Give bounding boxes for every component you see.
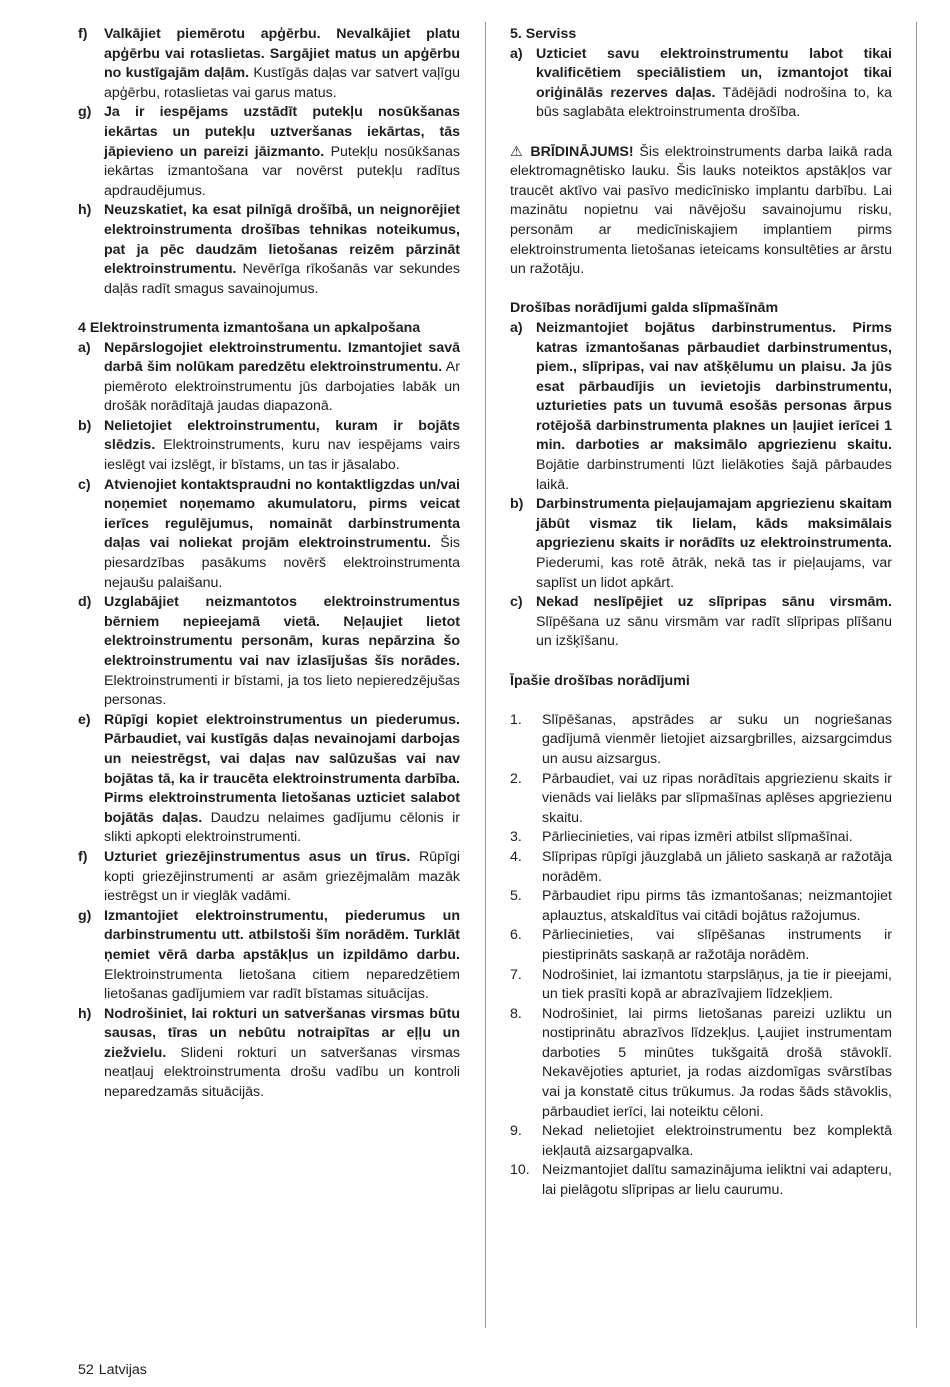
list-section-4 bbox=[78, 339, 460, 1103]
list-item: 3. Pārliecinieties, vai ripas izmēri atbilst slīpmašīnai. bbox=[510, 829, 853, 846]
list-section-5 bbox=[510, 45, 892, 123]
list-top bbox=[78, 25, 460, 299]
right-column bbox=[510, 25, 892, 1201]
numbered-list bbox=[510, 711, 892, 1201]
list-item: b) Darbinstrumenta pieļaujamajam apgriezienu skaitam jābūt vismaz tik lielam, kāds maksimālais apgriezienu skaits ir norādīts uz elektroinstrumenta. Piederumi, kas rotē ātrāk, nekā tas ir pieļaujams, var saplīst un lidot apkārt. bbox=[510, 496, 892, 591]
list-item: a) Uzticiet savu elektroinstrumentu labot tikai kvalificētiem speciālistiem un, izmantojot tikai oriģinālās rezerves daļas. Tādējādi nodrošina to, ka būs saglabāta elektroinstrumenta drošība. bbox=[510, 45, 892, 121]
section-heading: Īpašie drošības norādījumi bbox=[510, 672, 690, 689]
left-column bbox=[78, 25, 460, 1103]
list-item: 8. Nodrošiniet, lai pirms lietošanas pareizi uzliktu un nostiprinātu abrazīvos līdzekļus. Ļaujiet instrumentam darboties 5 minūtes tukšgaitā drošā stāvoklī. Nekavējoties apturiet, ja rodas aizdomīgas svārstības vai ja konstatē citus trūkumus. Ja rodas šāds stāvoklis, pārbaudiet ierīci, lai noteiktu cēloni. bbox=[510, 1005, 892, 1120]
list-item: a) Nepārslogojiet elektroinstrumentu. Izmantojiet savā darbā šim nolūkam paredzētu elektroinstrumentu. Ar piemēroto elektroinstrumentu jūs darbojaties labāk un drošāk norādītajā jaudas diapazonā. bbox=[78, 339, 460, 415]
list-item: f) Uzturiet griezējinstrumentus asus un tīrus. Rūpīgi kopti griezējinstrumenti ar asām griezējmalām mazāk iestrēgst un ir vieglāk vadāmi. bbox=[78, 848, 461, 905]
list-item: f) Valkājiet piemērotu apģērbu. Nevalkājiet platu apģērbu vai rotaslietas. Sargājiet matus un apģērbu no kustīgajām daļām. Kustīgās daļas var satvert vaļīgu apģērbu, rotaslietas vai garus matus. bbox=[78, 26, 460, 101]
list-item: g) Izmantojiet elektroinstrumentu, piederumus un darbinstrumentu utt. atbilstoši šīm norādēm. Turklāt ņemiet vērā darba apstākļus un izpildāmo darbu. Elektroinstrumenta lietošana citiem neparedzētiem lietošanas gadījumiem var radīt bīstamas situācijas. bbox=[78, 907, 460, 1003]
section-heading: 5. Serviss bbox=[510, 26, 577, 42]
warning-paragraph: ⚠ BRĪDINĀJUMS! Šis elektroinstruments darba laikā rada elektromagnētisko lauku. Šis lauks noteiktos apstākļos var traucēt aktīvo vai pasīvo medicīnisko implantu darbību. Lai mazinātu nopietnu vai nāvējošu savainojumu risku, personām ar medicīniskajiem implantiem pirms elektroinstrumenta lietošanas ieteicams konsultēties ar ārstu un ražotāju. bbox=[510, 143, 892, 278]
list-item: a) Neizmantojiet bojātus darbinstrumentus. Pirms katras izmantošanas pārbaudiet darbinstrumentus, piem., slīpripas, vai nav atšķēlumu un plaisu. Ja jūs esat pārbaudījis un ievietojis darbinstrumentu, uzturieties pats un tuvumā esošās personas ārpus rotējošā darbinstrumenta plaknes un ļaujiet ierīcei 1 min. darboties ar maksimālo apgriezienu skaitu. Bojātie darbinstrumenti lūzt lielākoties šajā pārbaudes laikā. bbox=[510, 319, 892, 493]
list-item: e) Rūpīgi kopiet elektroinstrumentus un piederumus. Pārbaudiet, vai kustīgās daļas nevainojami darbojas un neiestrēgst, vai daļas nav salūzušas vai nav bojātas tā, ka ir traucēta elektroinstrumenta darbība. Pirms elektroinstrumenta lietošanas uzticiet salabot bojātās daļas. Daudzu nelaimes gadījumu cēlonis ir slikti apkopti elektroinstrumenti. bbox=[78, 711, 460, 846]
page-number: 52 bbox=[78, 1362, 94, 1378]
list-item: h) Nodrošiniet, lai rokturi un satveršanas virsmas būtu sausas, tīras un nebūtu notraipītas ar eļļu un ziežvielu. Slideni rokturi un satveršanas virsmas neatļauj elektroinstrumenta drošu vadību un kontroli neparedzamās situācijās. bbox=[78, 1005, 460, 1101]
warning-label: BRĪDINĀJUMS! bbox=[530, 143, 634, 160]
list-item: 6. Pārliecinieties, vai slīpēšanas instruments ir piestiprināts saskaņā ar ražotāja norādēm. bbox=[510, 927, 892, 963]
list-item: 10. Neizmantojiet dalītu samazinājuma ieliktni vai adapteru, lai pielāgotu slīpripas ar lielu caurumu. bbox=[510, 1162, 892, 1199]
section-heading: 4 Elektroinstrumenta izmantošana un apkalpošana bbox=[78, 319, 421, 336]
list-item: g) Ja ir iespējams uzstādīt putekļu nosūkšanas iekārtas un putekļu uztveršanas iekārtas, tās jāpievieno un pareizi jāizmanto. Putekļu nosūkšanas iekārtas izmantošana var novērst putekļu radītus apdraudējumus. bbox=[78, 104, 460, 199]
section-heading: Drošības norādījumi galda slīpmašīnām bbox=[510, 300, 779, 317]
list-item: b) Nelietojiet elektroinstrumentu, kuram ir bojāts slēdzis. Elektroinstruments, kuru nav iespējams vairs ieslēgt vai izslēgt, ir bīstams, un tas ir jāsalabo. bbox=[78, 417, 460, 474]
list-item: 9. Nekad nelietojiet elektroinstrumentu bez komplektā iekļautā aizsargapvalka. bbox=[510, 1123, 892, 1159]
list-item: 5. Pārbaudiet ripu pirms tās izmantošanas; neizmantojiet aplauztus, atskaldītus vai citādi bojātus ražojumus. bbox=[510, 888, 892, 924]
list-item: h) Neuzskatiet, ka esat pilnīgā drošībā, un neignorējiet elektroinstrumenta drošības tehnikas noteikumus, pat ja pēc daudzām lietošanas reizēm pārzināt elektroinstrumentu. Nevērīga rīkošanās var sekundes daļās radīt smagus savainojumus. bbox=[78, 202, 460, 297]
list-item: 4. Slīpripas rūpīgi jāuzglabā un jālieto saskaņā ar ražotāja norādēm. bbox=[510, 848, 892, 885]
list-item: 1. Slīpēšanas, apstrādes ar suku un nogriešanas gadījumā vienmēr lietojiet aizsargbrilles, aizsargcimdus un ausu aizsargus. bbox=[510, 711, 892, 767]
list-item: 7. Nodrošiniet, lai izmantotu starpslāņus, ja tie ir pieejami, un tiek prasīti kopā ar abrazīvajiem līdzekļiem. bbox=[510, 966, 892, 1003]
column-divider-left bbox=[485, 22, 486, 1328]
list-item: 2. Pārbaudiet, vai uz ripas norādītais apgriezienu skaits ir vienāds vai lielāks par slīpmašīnas aplēses apgriezienu skaitu. bbox=[510, 770, 892, 826]
list-item: c) Atvienojiet kontaktspraudni no kontaktligzdas un/vai noņemiet noņemamo akumulatoru, pirms veicat ierīces regulējumus, nomaināt darbinstrumenta daļas vai noliekat projām elektroinstrumentu. Šis piesardzības pasākums novērš elektroinstrumenta nejaušu palaišanu. bbox=[78, 476, 461, 591]
page-footer bbox=[78, 1362, 152, 1378]
column-divider-right bbox=[916, 22, 917, 1328]
list-item: d) Uzglabājiet neizmantotos elektroinstrumentus bērniem nepieejamā vietā. Neļaujiet lietot elektroinstrumentu personām, kuras nepārzina šo elektroinstrumentu vai nav izlasījušas šīs norādes. Elektroinstrumenti ir bīstami, ja tos lieto nepieredzējušas personas. bbox=[78, 594, 460, 709]
warning-icon: ⚠ bbox=[510, 143, 525, 160]
footer-language: Latvijas bbox=[98, 1362, 147, 1378]
list-item: c) Nekad neslīpējiet uz slīpripas sānu virsmām. Slīpēšana uz sānu virsmām var radīt slīpripas plīšanu un izšķīšanu. bbox=[510, 594, 892, 650]
list-bench bbox=[510, 319, 892, 652]
